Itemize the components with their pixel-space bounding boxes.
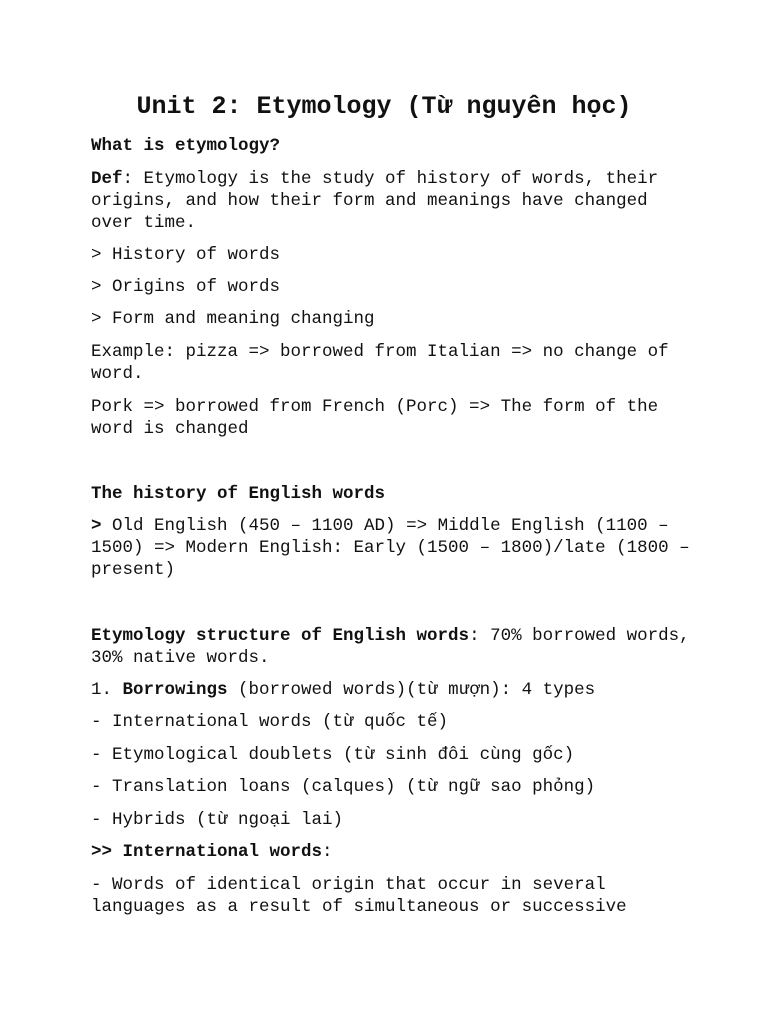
example-pork: Pork => borrowed from French (Porc) => The form of the word is changed [91,397,659,439]
question-heading: What is etymology? [91,136,281,156]
history-heading: The history of English words [91,484,386,504]
type-doublets: - Etymological doublets (từ sinh đôi cùng gốc) [91,745,575,765]
borrowings-label: Borrowings [122,680,228,700]
type-hybrids: - Hybrids (từ ngoại lai) [91,810,344,830]
bullet-history: > History of words [91,245,281,265]
international-colon: : [322,842,333,862]
bullet-form-meaning: > Form and meaning changing [91,309,375,329]
example-pizza: Example: pizza => borrowed from Italian => no change of word. [91,342,669,384]
international-label: >> International words [91,842,323,862]
bullet-origins: > Origins of words [91,277,281,297]
page-title: Unit 2: Etymology (Từ nguyên học) [136,92,632,121]
type-translation-loans: - Translation loans (calques) (từ ngữ sao phỏng) [91,777,596,797]
borrowings-line [91,679,691,701]
structure-paragraph [91,625,691,669]
definition-text: : Etymology is the study of history of words, their origins, and how their form and meanings have changed over time. [91,169,659,233]
history-text: Old English (450 – 1100 AD) => Middle English (1100 – 1500) => Modern English: Early (1500 – 1800)/late (1800 – present) [91,516,690,580]
history-timeline [91,515,691,581]
international-definition: - Words of identical origin that occur in several languages as a result of simultaneous or successive [91,875,627,917]
international-heading [91,841,691,863]
definition-paragraph [91,168,691,234]
type-international: - International words (từ quốc tế) [91,712,449,732]
structure-text: : 70% borrowed words, 30% native words. [91,626,690,668]
definition-label: Def [91,169,123,189]
borrowings-text: (borrowed words)(từ mượn): 4 types [227,680,596,700]
history-marker: > [91,516,102,536]
structure-label: Etymology structure of English words [91,626,470,646]
borrowings-number: 1. [91,680,123,700]
